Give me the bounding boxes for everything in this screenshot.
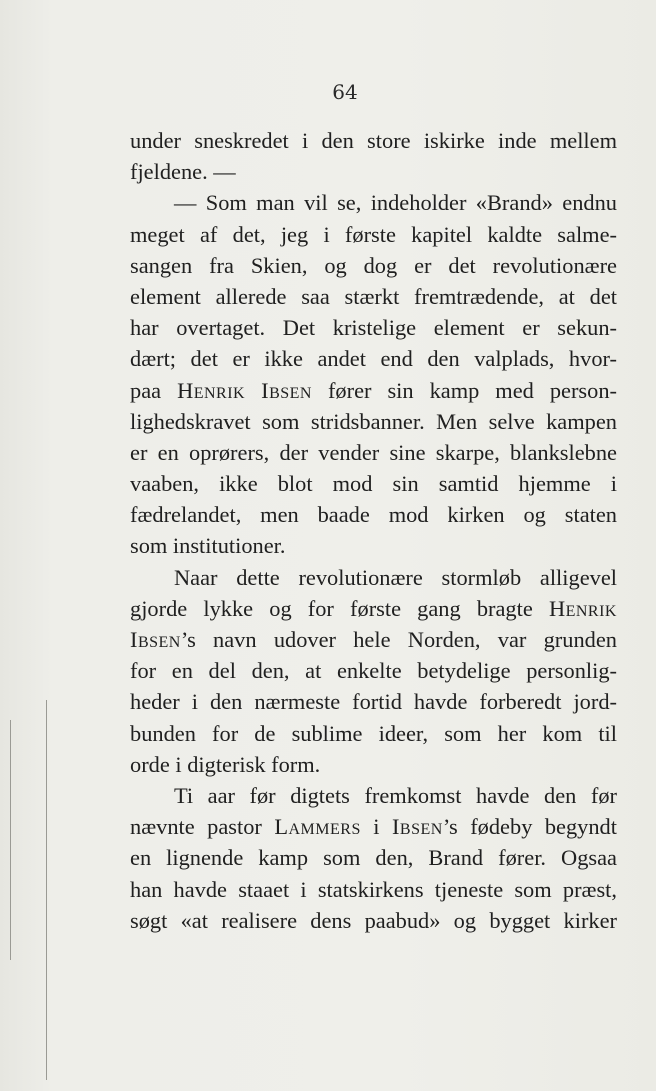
text-line: Ti aar før digtets fremkomst havde den før: [174, 782, 617, 808]
text-line: paa Henrik Ibsen fører sin kamp med person-: [130, 377, 617, 403]
small-caps-name: Ibsen: [261, 377, 312, 403]
text-line: for en del den, at enkelte betydelige personlig-: [130, 658, 617, 684]
body-text: [130, 125, 617, 936]
small-caps-name: Ibsen: [130, 627, 181, 652]
text-line: har overtaget. Det kristelige element er sekun-: [130, 315, 617, 341]
text-line: heder i den nærmeste fortid havde forberedt jord-: [130, 689, 617, 715]
text-line: element allerede saa stærkt fremtrædende, at det: [130, 283, 617, 309]
text-line: fjeldene. —: [130, 159, 236, 185]
text-line: — Som man vil se, indeholder «Brand» endnu: [174, 190, 617, 216]
small-caps-name: Henrik: [548, 595, 617, 621]
text-line: som institutioner.: [130, 533, 286, 559]
text-line: søgt «at realisere dens paabud» og bygget kirker: [130, 907, 617, 933]
text-line: meget af det, jeg i første kapitel kaldte salme-: [130, 221, 617, 247]
text-line: er en oprørers, der vender sine skarpe, blankslebne: [130, 439, 617, 465]
margin-rule-outer: [10, 720, 11, 960]
text-line: dært; det er ikke andet end den valplads, hvor-: [130, 346, 617, 372]
margin-rule-inner: [46, 700, 47, 1080]
small-caps-name: Lammers: [274, 814, 361, 840]
text-line: han havde staaet i statskirkens tjeneste som præst,: [130, 876, 617, 902]
text-line: Naar dette revolutionære stormløb alligevel: [174, 564, 617, 590]
text-line: bunden for de sublime ideer, som her kom til: [130, 720, 617, 746]
small-caps-name: Henrik: [177, 377, 246, 403]
text-line: under sneskredet i den store iskirke inde mellem: [130, 128, 617, 153]
text-line: fædrelandet, men baade mod kirken og staten: [130, 502, 617, 528]
text-line: lighedskravet som stridsbanner. Men selve kampen: [130, 408, 617, 434]
text-line: orde i digterisk form.: [130, 751, 321, 777]
text-line: sangen fra Skien, og dog er det revolutionære: [130, 252, 617, 278]
small-caps-name: Ibsen: [391, 814, 443, 840]
text-line: en lignende kamp som den, Brand fører. Ogsaa: [130, 845, 617, 871]
text-line: gjorde lykke og for første gang bragte Henrik: [130, 595, 617, 621]
page-number: 64: [332, 80, 358, 104]
text-line: vaaben, ikke blot mod sin samtid hjemme i: [130, 471, 617, 497]
text-line: Ibsen’s navn udover hele Norden, var grunden: [130, 627, 617, 652]
text-line: nævnte pastor Lammers i Ibsen’s fødeby begyndt: [130, 814, 617, 840]
